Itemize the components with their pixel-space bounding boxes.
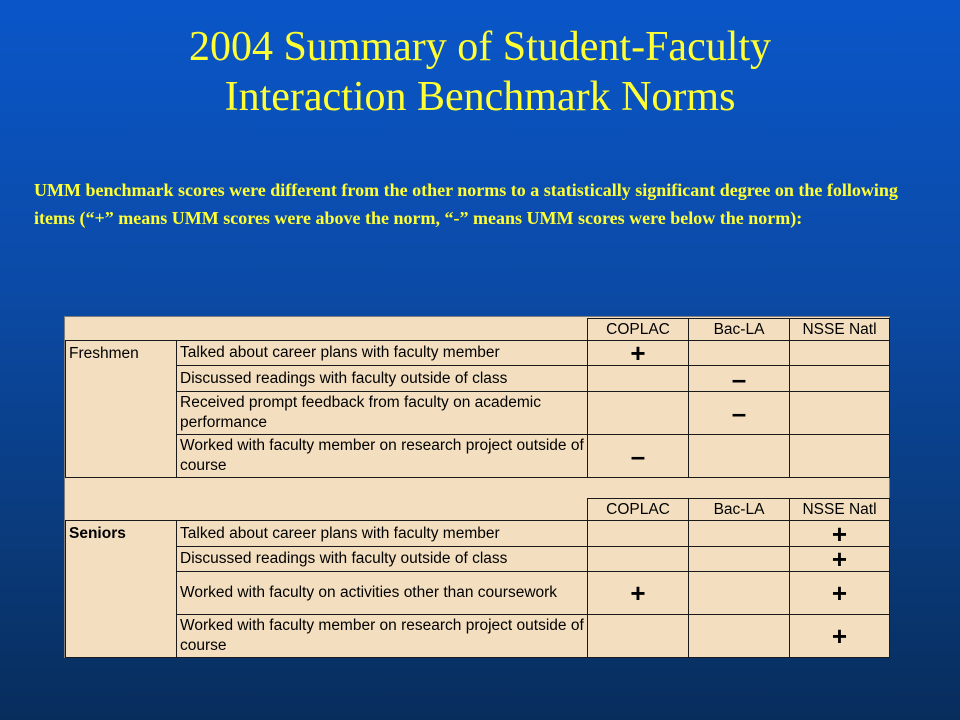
mark-coplac bbox=[588, 615, 689, 658]
item-label: Discussed readings with faculty outside of class bbox=[177, 547, 588, 572]
group-label-freshmen: Freshmen bbox=[66, 341, 177, 478]
mark-bacla bbox=[689, 615, 790, 658]
mark-bacla bbox=[689, 341, 790, 366]
table-row bbox=[66, 572, 890, 615]
mark-nsse: + bbox=[790, 521, 890, 547]
title-line-2: Interaction Benchmark Norms bbox=[224, 74, 736, 120]
mark-nsse bbox=[790, 435, 890, 478]
item-label: Worked with faculty member on research project outside of course bbox=[177, 615, 588, 658]
mark-nsse: + bbox=[790, 615, 890, 658]
mark-coplac: + bbox=[588, 341, 689, 366]
mark-bacla bbox=[689, 435, 790, 478]
item-label: Worked with faculty on activities other than coursework bbox=[177, 572, 588, 615]
column-header-coplac: COPLAC bbox=[588, 499, 689, 521]
mark-bacla bbox=[689, 521, 790, 547]
item-label: Received prompt feedback from faculty on academic performance bbox=[177, 392, 588, 435]
item-label: Discussed readings with faculty outside of class bbox=[177, 366, 588, 392]
intro-text: UMM benchmark scores were different from the other norms to a statistically significant degree on the following items (“+” means UMM scores were above the norm, “-” means UMM scores were below the norm): bbox=[34, 180, 898, 228]
mark-coplac bbox=[588, 392, 689, 435]
mark-nsse: + bbox=[790, 547, 890, 572]
mark-bacla bbox=[689, 572, 790, 615]
column-header-bacla: Bac-LA bbox=[689, 499, 790, 521]
table-row bbox=[66, 547, 890, 572]
mark-coplac bbox=[588, 521, 689, 547]
mark-bacla bbox=[689, 547, 790, 572]
table-row bbox=[66, 341, 890, 366]
mark-bacla: – bbox=[689, 392, 790, 435]
mark-nsse: + bbox=[790, 572, 890, 615]
mark-coplac: + bbox=[588, 572, 689, 615]
group-label-seniors: Seniors bbox=[66, 521, 177, 658]
mark-bacla: – bbox=[689, 366, 790, 392]
table-row bbox=[66, 521, 890, 547]
column-header-coplac: COPLAC bbox=[588, 319, 689, 341]
item-label: Worked with faculty member on research project outside of course bbox=[177, 435, 588, 478]
mark-nsse bbox=[790, 341, 890, 366]
item-label: Talked about career plans with faculty member bbox=[177, 341, 588, 366]
table-row bbox=[66, 435, 890, 478]
mark-coplac bbox=[588, 547, 689, 572]
column-header-nsse: NSSE Natl bbox=[790, 499, 890, 521]
seniors-table bbox=[65, 498, 890, 658]
table-row bbox=[66, 366, 890, 392]
mark-coplac: – bbox=[588, 435, 689, 478]
mark-coplac bbox=[588, 366, 689, 392]
table-row bbox=[66, 615, 890, 658]
freshmen-table bbox=[65, 318, 890, 478]
item-label: Talked about career plans with faculty member bbox=[177, 521, 588, 547]
benchmark-table-panel bbox=[64, 316, 890, 658]
freshmen-header-row bbox=[66, 319, 890, 341]
slide-title bbox=[0, 22, 960, 122]
column-header-nsse: NSSE Natl bbox=[790, 319, 890, 341]
table-row bbox=[66, 392, 890, 435]
seniors-header-row bbox=[66, 499, 890, 521]
mark-nsse bbox=[790, 392, 890, 435]
title-line-1: 2004 Summary of Student-Faculty bbox=[188, 24, 772, 70]
mark-nsse bbox=[790, 366, 890, 392]
column-header-bacla: Bac-LA bbox=[689, 319, 790, 341]
